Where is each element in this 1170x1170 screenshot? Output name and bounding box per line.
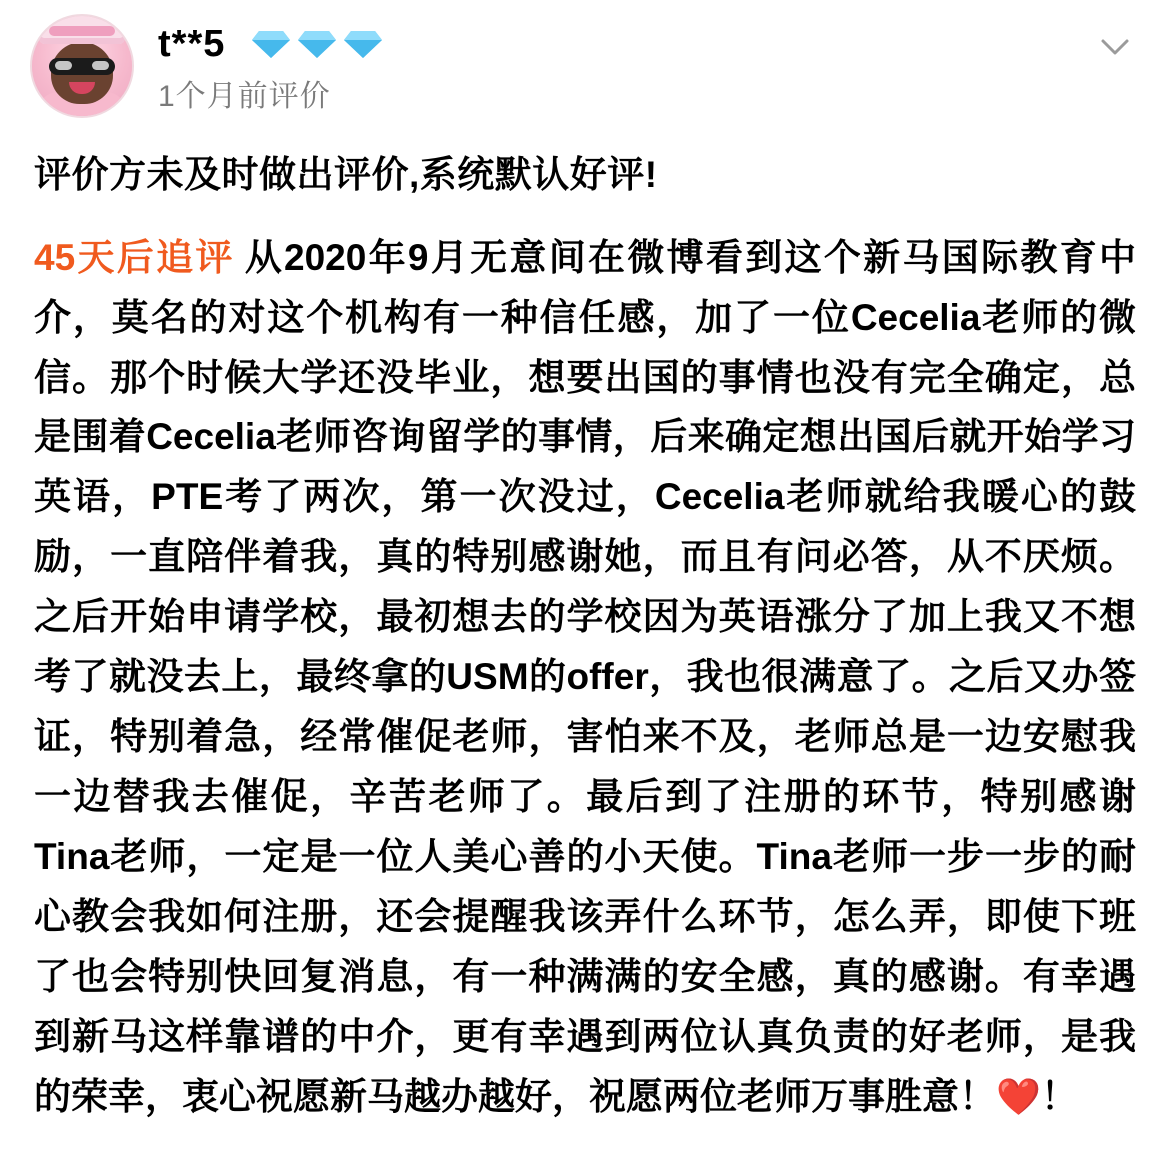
name-row bbox=[158, 18, 1170, 70]
diamond-icon bbox=[297, 29, 337, 59]
avatar-sunglasses bbox=[49, 58, 115, 75]
user-name: t**5 bbox=[158, 23, 226, 65]
diamond-icon bbox=[251, 29, 291, 59]
review-header bbox=[0, 0, 1170, 113]
avatar[interactable] bbox=[30, 14, 134, 118]
review-timestamp: 1个月前评价 bbox=[158, 80, 331, 113]
avatar-hat bbox=[39, 14, 125, 44]
initial-comment-text: 评价方未及时做出评价,系统默认好评! bbox=[34, 154, 658, 195]
followup-text: 从2020年9月无意间在微博看到这个新马国际教育中介，莫名的对这个机构有一种信任感，加了一位Cecelia老师的微信。那个时候大学还没毕业，想要出国的事情也没有完全确定，总是围着Cecelia老师咨询留学的事情，后来确定想出国后就开始学习英语，PTE考了两次，第一次没过，Cecelia老师就给我暖心的鼓励，一直陪伴着我，真的特别感谢她，而且有问必答，从不厌烦。之后开始申请学校，最初想去的学校因为英语涨分了加上我又不想考了就没去上，最终拿的USM的offer，我也很满意了。之后又办签证，特别着急，经常催促老师，害怕来不及，老师总是一边安慰我一边替我去催促，辛苦老师了。最后到了注册的环节，特别感谢Tina老师，一定是一位人美心善的小天使。Tina老师一步一步的耐心教会我如何注册，还会提醒我该弄什么环节，怎么弄，即使下班了也会特别快回复消息，有一种满满的安全感，真的感谢。有幸遇到新马这样靠谱的中介，更有幸遇到两位认真负责的好老师，是我的荣幸，衷心祝愿新马越办越好，祝愿两位老师万事胜意！ bbox=[34, 236, 1136, 1117]
review-content bbox=[0, 108, 1170, 1127]
followup-comment-block bbox=[34, 228, 1136, 1127]
header-text-block bbox=[158, 14, 1170, 112]
diamond-icon bbox=[343, 29, 383, 59]
heart-emoji-icon: ❤️ bbox=[996, 1075, 1041, 1117]
badge-group bbox=[251, 29, 383, 59]
chevron-down-icon[interactable] bbox=[1094, 26, 1136, 68]
followup-tag: 45天后追评 bbox=[34, 236, 235, 278]
followup-end-mark: ！ bbox=[1040, 1075, 1078, 1117]
